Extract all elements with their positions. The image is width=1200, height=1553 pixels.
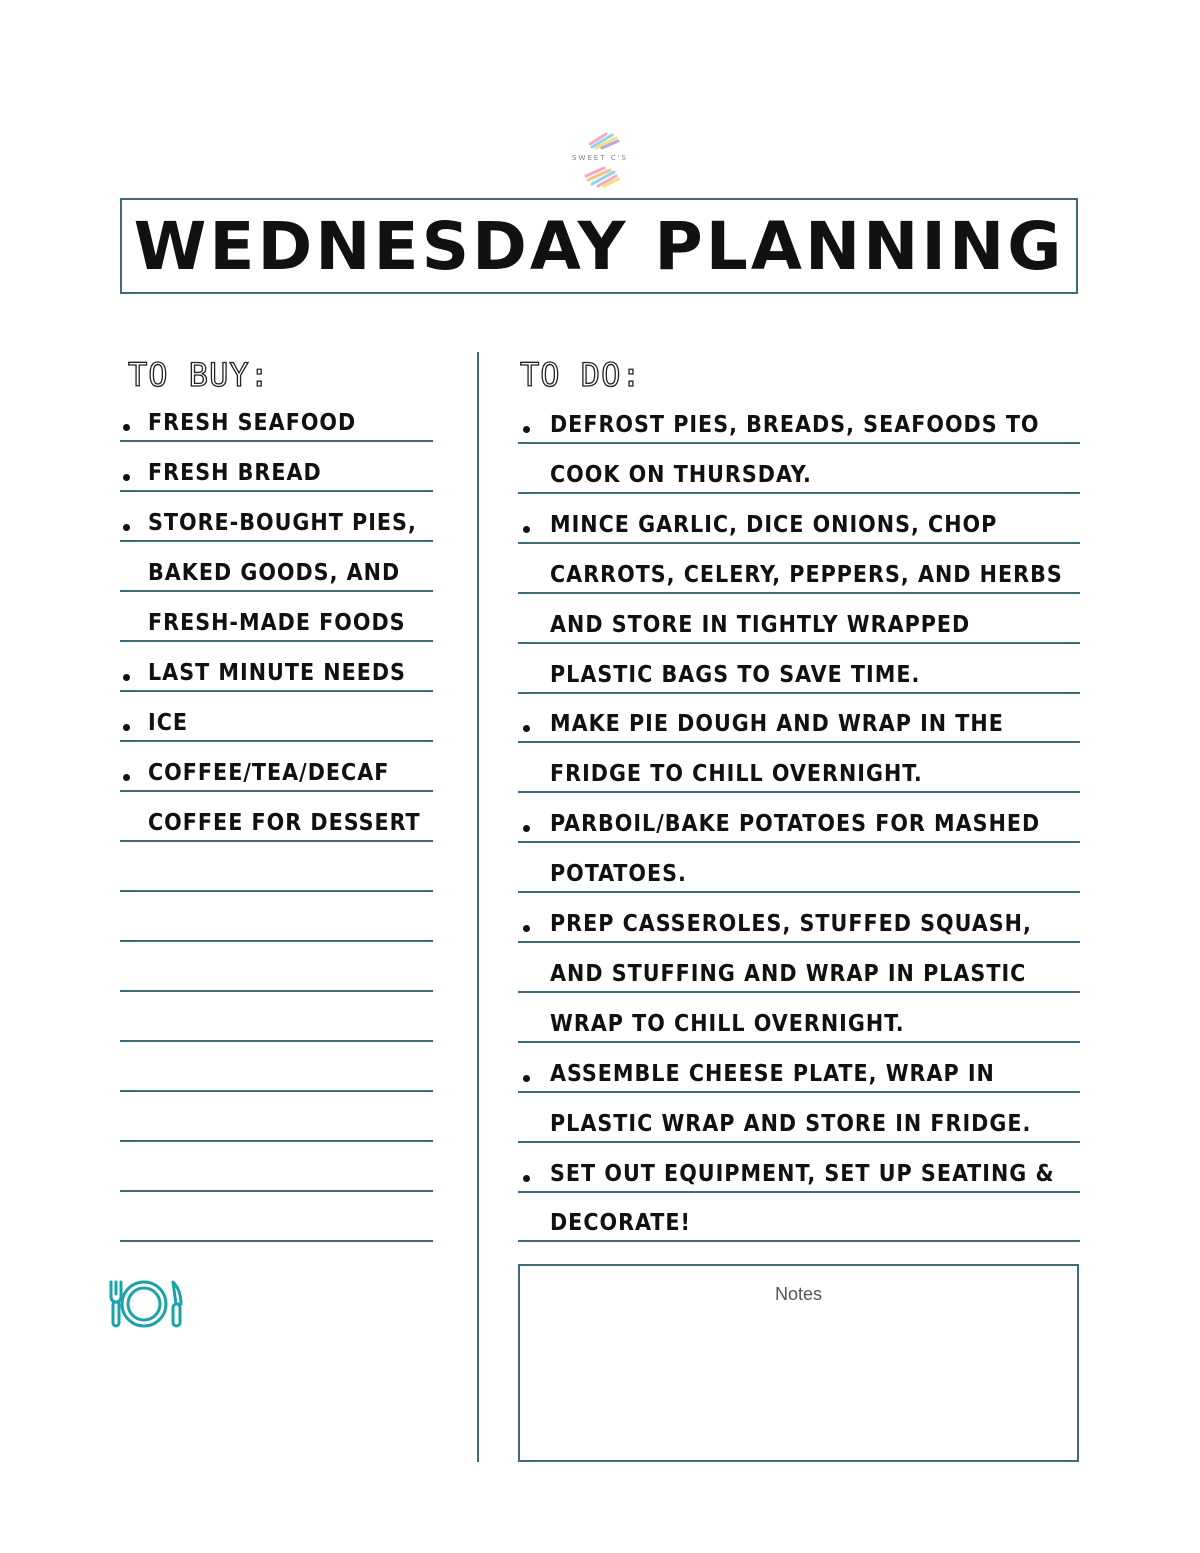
ruled-line <box>120 640 433 642</box>
list-item-continuation: BAKED GOODS, AND <box>148 560 401 586</box>
list-item-continuation: FRESH-MADE FOODS <box>148 610 406 636</box>
bullet-icon <box>123 724 130 731</box>
bullet-icon <box>123 774 130 781</box>
list-item: MINCE GARLIC, DICE ONIONS, CHOP <box>550 511 998 538</box>
logo-text: SWEET C'S <box>566 154 634 162</box>
list-item-continuation: PLASTIC BAGS TO SAVE TIME. <box>550 661 921 688</box>
list-item-continuation: FRIDGE TO CHILL OVERNIGHT. <box>550 761 923 788</box>
ruled-line <box>518 841 1080 843</box>
ruled-line <box>120 440 433 442</box>
list-item-continuation: DECORATE! <box>550 1210 691 1237</box>
ruled-line <box>518 592 1080 594</box>
ruled-line <box>518 991 1080 993</box>
ruled-line <box>518 542 1080 544</box>
ruled-line <box>518 1240 1080 1242</box>
ruled-line <box>120 1140 433 1142</box>
ruled-line <box>518 891 1080 893</box>
list-item-continuation: COOK ON THURSDAY. <box>550 461 812 488</box>
to-do-heading: TO DO: <box>520 356 642 394</box>
list-item-continuation: AND STORE IN TIGHTLY WRAPPED <box>550 611 971 638</box>
to-buy-heading: TO BUY: <box>128 356 270 394</box>
list-item-continuation: COFFEE FOR DESSERT <box>148 810 421 836</box>
list-item-continuation: WRAP TO CHILL OVERNIGHT. <box>550 1010 905 1037</box>
bullet-icon <box>123 524 130 531</box>
list-item: LAST MINUTE NEEDS <box>148 660 406 686</box>
brand-logo <box>566 132 634 188</box>
notes-label: Notes <box>774 1284 823 1304</box>
bullet-icon <box>523 526 530 533</box>
bullet-icon <box>523 825 530 832</box>
ruled-line <box>120 690 433 692</box>
notes-box[interactable] <box>518 1264 1079 1462</box>
ruled-line <box>518 692 1080 694</box>
list-item: ICE <box>148 710 189 736</box>
ruled-line <box>120 1190 433 1192</box>
list-item-continuation: POTATOES. <box>550 861 687 888</box>
bullet-icon <box>123 674 130 681</box>
ruled-line <box>120 940 433 942</box>
bullet-icon <box>123 474 130 481</box>
ruled-line <box>120 840 433 842</box>
ruled-line <box>120 790 433 792</box>
column-divider <box>477 352 479 1462</box>
bullet-icon <box>523 725 530 732</box>
ruled-line <box>120 890 433 892</box>
list-item-continuation: CARROTS, CELERY, PEPPERS, AND HERBS <box>550 561 1063 588</box>
ruled-line <box>120 740 433 742</box>
ruled-line <box>120 1240 433 1242</box>
bullet-icon <box>523 925 530 932</box>
ruled-line <box>120 990 433 992</box>
ruled-line <box>518 941 1080 943</box>
ruled-line <box>518 642 1080 644</box>
ruled-line <box>518 1091 1080 1093</box>
list-item-continuation: AND STUFFING AND WRAP IN PLASTIC <box>550 960 1027 987</box>
list-item: DEFROST PIES, BREADS, SEAFOODS TO <box>550 412 1040 438</box>
ruled-line <box>518 741 1080 743</box>
ruled-line <box>518 1141 1080 1143</box>
list-item: PARBOIL/BAKE POTATOES FOR MASHED <box>550 811 1041 838</box>
ruled-line <box>518 442 1080 444</box>
list-item: COFFEE/TEA/DECAF <box>148 760 390 786</box>
list-item: STORE-BOUGHT PIES, <box>148 510 417 536</box>
list-item: FRESH SEAFOOD <box>148 410 357 436</box>
list-item: ASSEMBLE CHEESE PLATE, WRAP IN <box>550 1060 995 1087</box>
bullet-icon <box>523 1175 530 1182</box>
ruled-line <box>120 1040 433 1042</box>
title-box <box>120 198 1078 294</box>
list-item: SET OUT EQUIPMENT, SET UP SEATING & <box>550 1160 1055 1187</box>
ruled-line <box>120 590 433 592</box>
ruled-line <box>518 492 1080 494</box>
ruled-line <box>518 1041 1080 1043</box>
ruled-line <box>518 1191 1080 1193</box>
list-item: FRESH BREAD <box>148 460 322 486</box>
ruled-line <box>120 540 433 542</box>
list-item-continuation: PLASTIC WRAP AND STORE IN FRIDGE. <box>550 1110 1032 1137</box>
bullet-icon <box>523 1075 530 1082</box>
plate-fork-knife-icon <box>106 1278 186 1334</box>
bullet-icon <box>523 426 530 433</box>
page-title: WEDNESDAY PLANNING <box>133 207 1065 285</box>
ruled-line <box>518 791 1080 793</box>
bullet-icon <box>123 424 130 431</box>
ruled-line <box>120 1090 433 1092</box>
list-item: PREP CASSEROLES, STUFFED SQUASH, <box>550 911 1032 937</box>
ruled-line <box>120 490 433 492</box>
list-item: MAKE PIE DOUGH AND WRAP IN THE <box>550 711 1004 738</box>
